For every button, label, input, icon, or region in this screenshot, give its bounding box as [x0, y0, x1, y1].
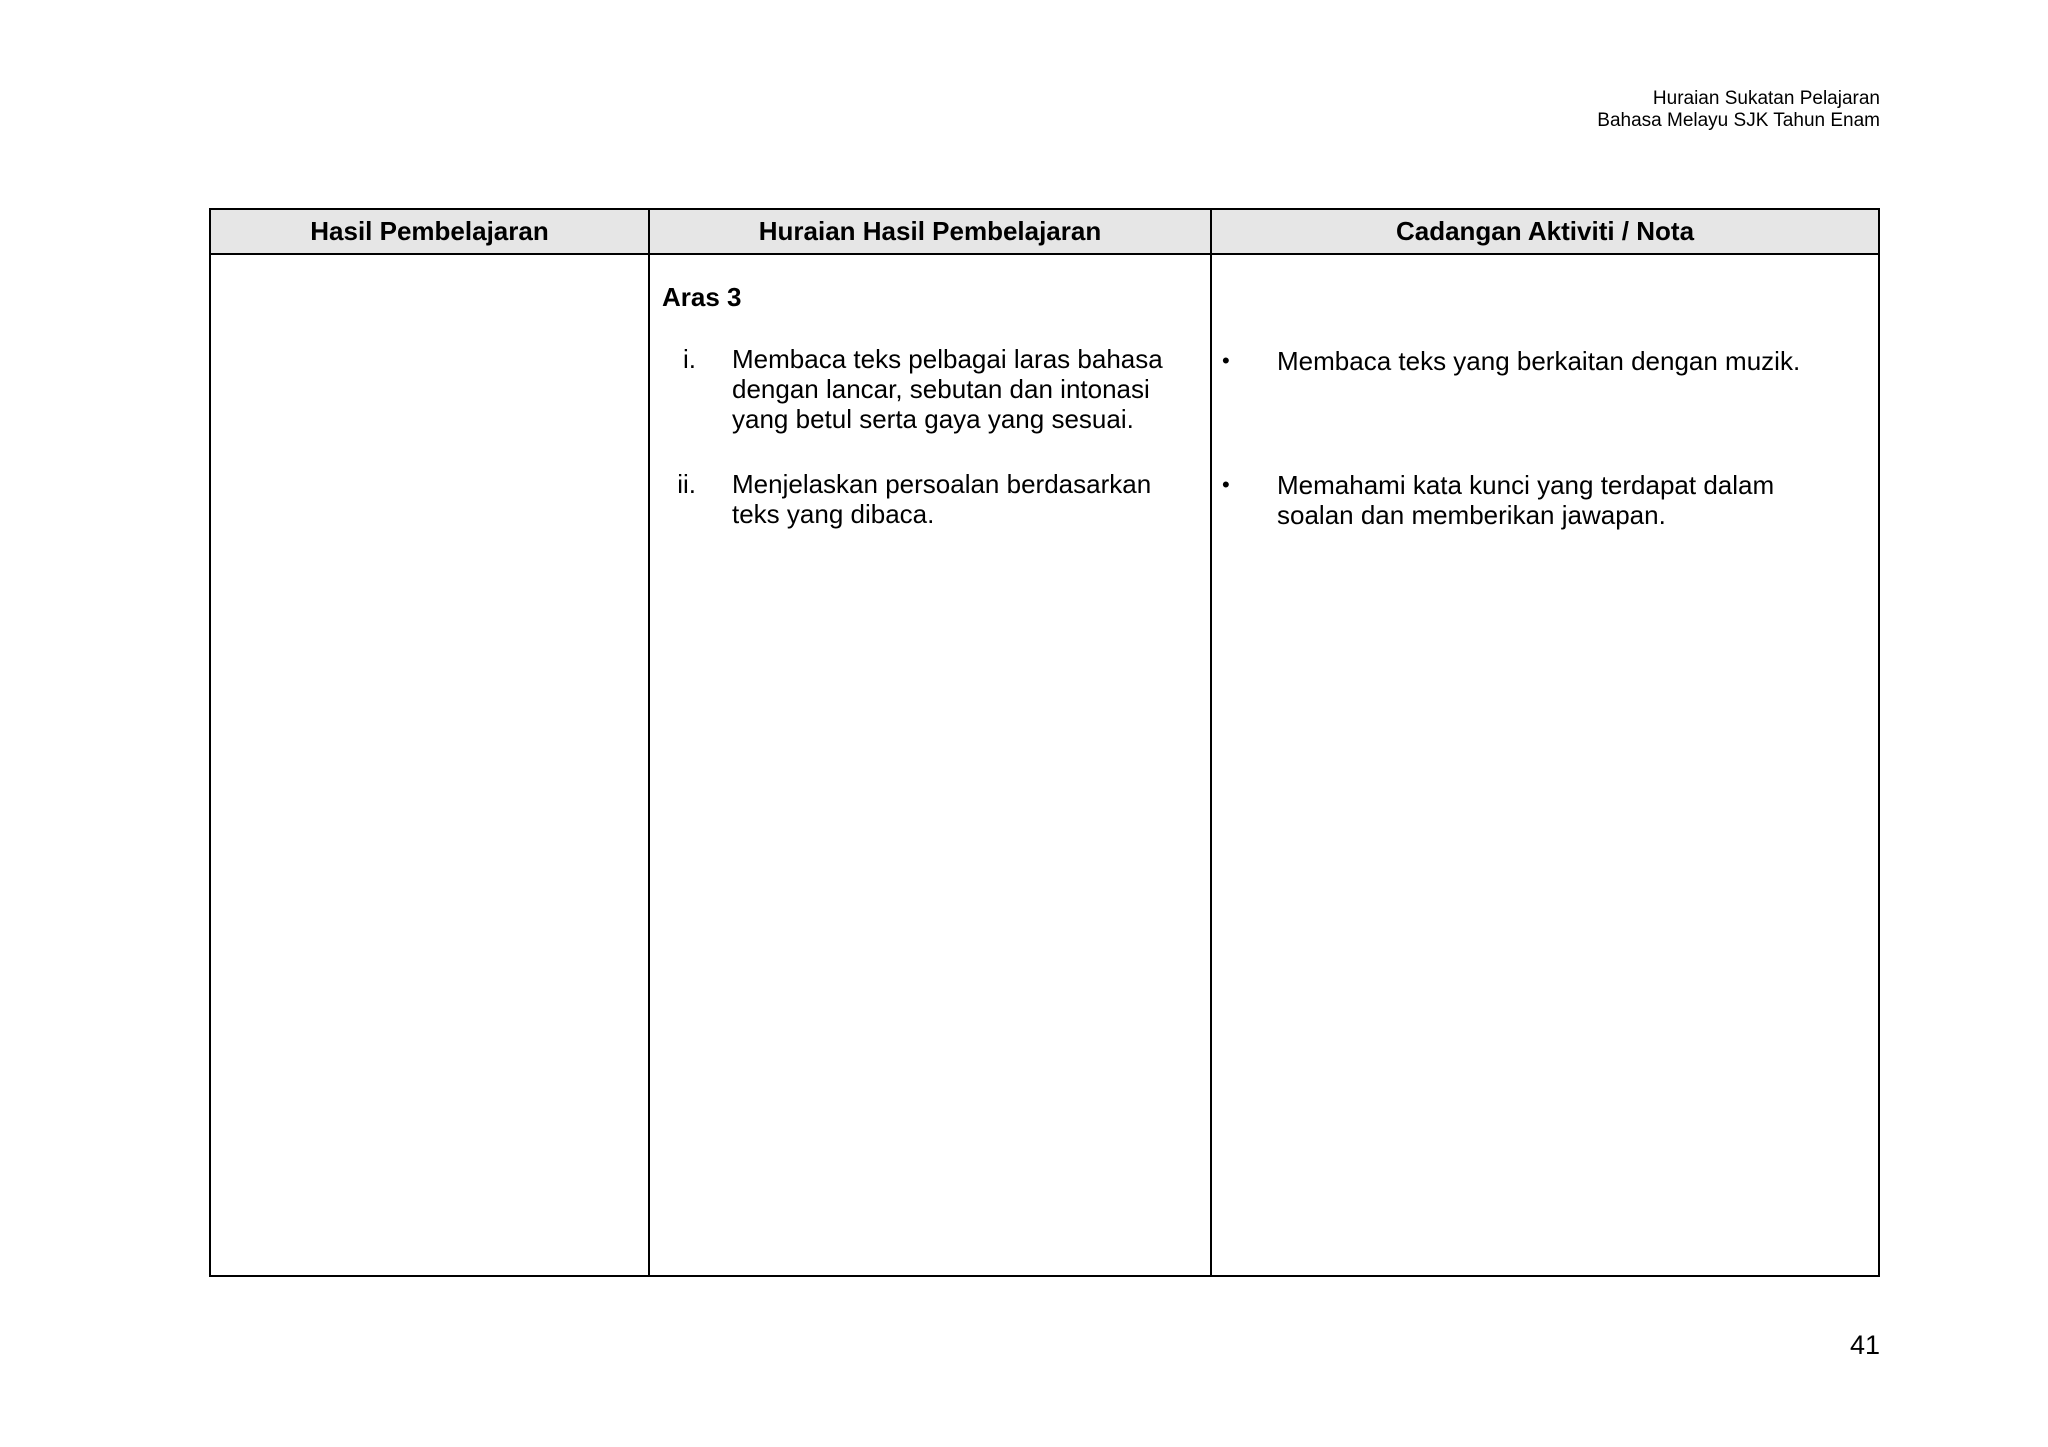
note-item — [1277, 346, 1800, 376]
item-number: i. — [683, 344, 696, 374]
column-header-hasil: Hasil Pembelajaran — [310, 216, 549, 246]
running-header — [1597, 88, 1880, 132]
item-number: ii. — [677, 469, 696, 499]
header-line-1: Huraian Sukatan Pelajaran — [1652, 88, 1880, 109]
bullet-icon: • — [1222, 348, 1230, 373]
header-line-2: Bahasa Melayu SJK Tahun Enam — [1597, 110, 1880, 131]
bullet-icon: • — [1222, 472, 1230, 497]
column-header-huraian: Huraian Hasil Pembelajaran — [758, 216, 1102, 246]
note-item — [1277, 470, 1774, 530]
note-line: Membaca teks yang berkaitan dengan muzik. — [1277, 346, 1801, 376]
column-header-cadangan: Cadangan Aktiviti / Nota — [1395, 216, 1695, 246]
column-divider-2 — [1210, 210, 1212, 1275]
note-line: Memahami kata kunci yang terdapat dalam — [1277, 470, 1775, 500]
page-number: 41 — [1849, 1330, 1880, 1360]
item-line: Membaca teks pelbagai laras bahasa — [732, 344, 1163, 374]
column-divider-1 — [648, 210, 650, 1275]
item-line: dengan lancar, sebutan dan intonasi — [732, 374, 1150, 404]
item-line: teks yang dibaca. — [732, 499, 935, 529]
list-item — [732, 344, 1163, 434]
note-line: soalan dan memberikan jawapan. — [1277, 500, 1666, 530]
list-item — [732, 469, 1151, 529]
item-line: Menjelaskan persoalan berdasarkan — [732, 469, 1152, 499]
item-line: yang betul serta gaya yang sesuai. — [732, 404, 1134, 434]
level-title: Aras 3 — [662, 282, 742, 312]
